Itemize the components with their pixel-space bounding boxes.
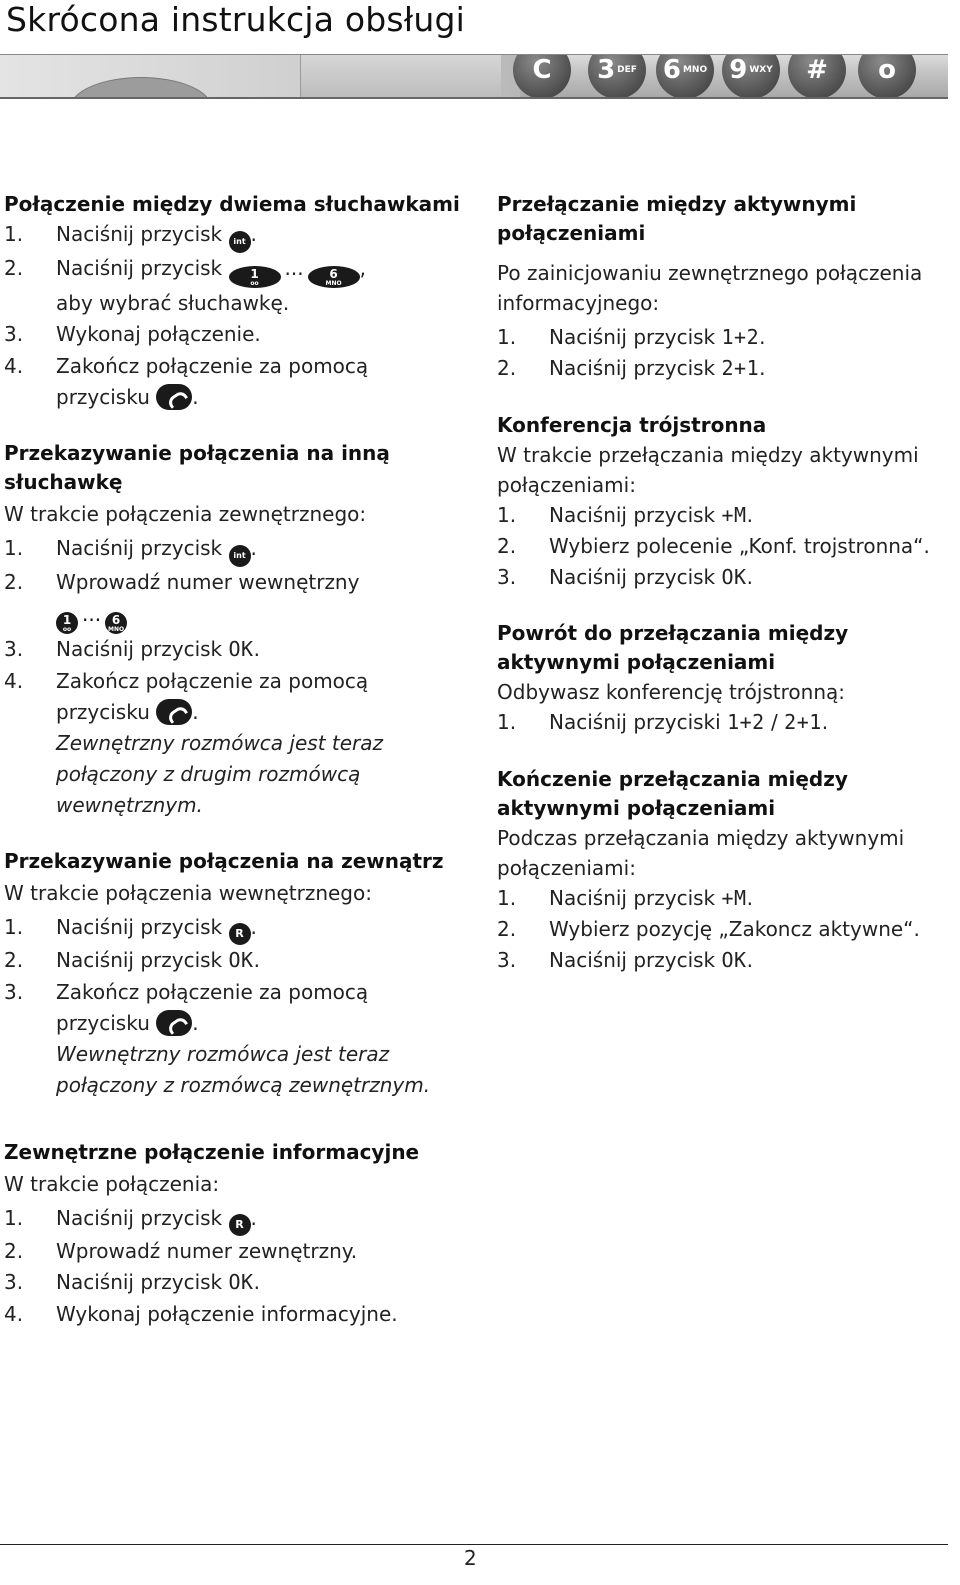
step <box>4 567 474 598</box>
step-text: Naciśnij przycisk <box>56 256 223 280</box>
end-call-icon <box>156 1010 192 1036</box>
step-text: Zakończ połączenie za pomocą <box>56 668 369 693</box>
step-note: Zewnętrzny rozmówca jest teraz połączony z drugim rozmówcą wewnętrznym. <box>56 731 384 818</box>
key-range <box>4 598 474 634</box>
step-text: Naciśnij przycisk <box>549 565 716 590</box>
step-text: Naciśnij przycisk <box>56 948 223 973</box>
section-toggle-calls <box>497 190 947 385</box>
step: 3. Naciśnij przycisk OK. <box>4 1267 474 1298</box>
step <box>4 1236 474 1267</box>
section-subtitle: W trakcie przełączania między aktywnymi połączeniami: <box>497 442 919 497</box>
keypad-key-6: 6 MNO <box>656 54 714 99</box>
step-number: 4. <box>4 353 24 378</box>
step: 1. Naciśnij przycisk R . <box>4 912 474 945</box>
step-text: Naciśnij przycisk <box>56 536 223 561</box>
footer-divider <box>0 1544 948 1545</box>
step-number: 4. <box>4 1301 24 1326</box>
toggle-1-2-softkey-icon: 1+2 <box>727 710 765 735</box>
step-number: 2. <box>4 570 24 595</box>
section-heading: Powrót do przełączania między aktywnymi połączeniami <box>497 621 849 675</box>
key-1-icon: 1 oo <box>56 612 78 634</box>
step: 1. Naciśnij przyciski 1+2 / 2+1. <box>497 707 947 738</box>
step-number: 1. <box>497 710 517 735</box>
step-text: Naciśnij przycisk <box>549 356 716 381</box>
section-heading: Konferencja trójstronna <box>497 412 767 437</box>
ok-softkey-icon: OK <box>228 948 254 973</box>
step-number: 1. <box>4 222 24 246</box>
r-key-icon: R <box>229 1214 251 1236</box>
step-number: 2. <box>497 533 517 558</box>
step-text: Naciśnij przycisk <box>549 948 716 973</box>
step <box>4 319 474 350</box>
step-text: przycisku <box>56 700 150 725</box>
keypad-key-hash: # <box>788 54 846 99</box>
section-heading: Połączenie między dwiema słuchawkami <box>4 192 460 216</box>
section-heading: Kończenie przełączania między aktywnymi połączeniami <box>497 766 848 820</box>
step-number: 1. <box>497 325 517 349</box>
step-text: Zakończ połączenie za pomocą <box>56 353 369 378</box>
step-number: 4. <box>4 668 24 693</box>
section-transfer-external <box>4 847 474 1101</box>
step-text: Naciśnij przycisk <box>56 222 223 246</box>
section-internal-call <box>4 190 474 413</box>
section-consultation-call <box>4 1138 474 1330</box>
int-key-icon: int <box>229 545 251 567</box>
step-text: przycisku <box>56 384 150 409</box>
step <box>497 914 947 945</box>
step-text: Wprowadź numer wewnętrzny <box>56 570 360 595</box>
keypad-key-3: 3 DEF <box>588 54 646 99</box>
page-title: Skrócona instrukcja obsługi <box>6 0 466 39</box>
ok-softkey-icon: OK <box>228 1270 254 1295</box>
step-number: 3. <box>4 322 24 347</box>
step-number: 2. <box>497 356 517 381</box>
menu-softkey-icon: +M <box>721 502 747 527</box>
step-number: 1. <box>4 536 24 561</box>
toggle-2-1-softkey-icon: 2+1 <box>721 356 760 381</box>
step: 2. Naciśnij przycisk 1 oo ... 6 MNO , aby wybrać słuchawkę. <box>4 253 474 319</box>
step <box>4 1299 474 1330</box>
ellipsis: ... <box>82 602 102 627</box>
ok-softkey-icon: OK <box>228 637 254 662</box>
section-subtitle: W trakcie połączenia wewnętrznego: <box>4 881 372 906</box>
section-heading: Przekazywanie połączenia na inną słuchawkę <box>4 441 390 495</box>
step-number: 2. <box>4 948 24 973</box>
step-number: 3. <box>4 1270 24 1295</box>
step-text: Naciśnij przycisk <box>56 637 223 662</box>
keypad-key-c: C <box>513 54 571 99</box>
handset-display <box>300 55 501 97</box>
step-text: Wybierz polecenie „Konf. trojstronna“. <box>549 533 930 558</box>
step-text: Naciśnij przycisk <box>56 1270 223 1295</box>
step: 3. Zakończ połączenie za pomocą przycisku . Wewnętrzny rozmówca jest teraz połączony z rozmówcą zewnętrznym. <box>4 977 474 1102</box>
step-text: Naciśnij przycisk <box>549 885 716 910</box>
keypad-key-o: o <box>858 54 916 99</box>
section-subtitle: Po zainicjowaniu zewnętrznego połączenia informacyjnego: <box>497 261 923 315</box>
section-subtitle: W trakcie połączenia zewnętrznego: <box>4 502 367 527</box>
section-heading: Przełączanie między aktywnymi połączeniami <box>497 192 857 245</box>
step-number: 3. <box>497 948 517 973</box>
end-call-icon <box>156 699 192 725</box>
step-number: 1. <box>497 502 517 527</box>
step <box>497 531 947 562</box>
section-back-to-toggle <box>497 619 947 738</box>
handset-keypad-photo <box>0 54 948 99</box>
step-text: Naciśnij przycisk <box>56 1206 223 1230</box>
int-key-icon: int <box>229 231 251 253</box>
step-number: 1. <box>4 915 24 940</box>
step-text: Naciśnij przycisk <box>56 915 223 940</box>
step: 2. Naciśnij przycisk OK. <box>4 945 474 976</box>
ok-softkey-icon: OK <box>721 948 747 973</box>
step-text: Naciśnij przyciski <box>549 710 721 735</box>
toggle-1-2-softkey-icon: 1+2 <box>721 325 760 349</box>
step: 2. Naciśnij przycisk 2+1. <box>497 353 947 384</box>
separator: / <box>771 710 778 735</box>
step: 1. Naciśnij przycisk +M. <box>497 883 947 914</box>
step: 1. Naciśnij przycisk int . <box>4 533 474 567</box>
step-text: Wykonaj połączenie informacyjne. <box>56 1301 398 1326</box>
right-column <box>497 190 947 1003</box>
page-number: 2 <box>464 1546 477 1570</box>
step: 4. Zakończ połączenie za pomocą przycisku . Zewnętrzny rozmówca jest teraz połączony z drugim rozmówcą wewnętrznym. <box>4 666 474 822</box>
step-text: Zakończ połączenie za pomocą <box>56 979 369 1004</box>
ellipsis: ... <box>284 256 304 280</box>
step: 3. Naciśnij przycisk OK. <box>4 634 474 665</box>
step-number: 2. <box>497 917 517 942</box>
step-text: aby wybrać słuchawkę. <box>56 291 290 315</box>
ok-softkey-icon: OK <box>721 565 747 590</box>
step: 1. Naciśnij przycisk +M. <box>497 500 947 531</box>
step-number: 2. <box>4 1239 24 1263</box>
section-heading: Przekazywanie połączenia na zewnątrz <box>4 849 444 874</box>
section-transfer-internal <box>4 439 474 821</box>
step-number: 3. <box>4 637 24 662</box>
r-key-icon: R <box>229 923 251 945</box>
step-number: 1. <box>497 885 517 910</box>
step: 3. Naciśnij przycisk OK. <box>497 945 947 976</box>
end-call-icon <box>156 384 192 410</box>
step-text: Naciśnij przycisk <box>549 502 716 527</box>
step-number: 1. <box>4 1206 24 1230</box>
step: 1. Naciśnij przycisk 1+2. <box>497 322 947 353</box>
toggle-2-1-softkey-icon: 2+1 <box>784 710 822 735</box>
step: 3. Naciśnij przycisk OK. <box>497 562 947 593</box>
keypad-key-9: 9 WXY <box>722 54 780 99</box>
step-text: Wprowadź numer zewnętrzny. <box>56 1239 358 1263</box>
step-text: Wybierz pozycję „Zakoncz aktywne“. <box>549 917 920 942</box>
key-6-icon: 6 MNO <box>308 266 360 288</box>
step: 1. Naciśnij przycisk R . <box>4 1203 474 1236</box>
step-note: Wewnętrzny rozmówca jest teraz połączony z rozmówcą zewnętrznym. <box>56 1042 431 1098</box>
step-text: Wykonaj połączenie. <box>56 322 261 347</box>
section-conference <box>497 411 947 594</box>
section-subtitle: W trakcie połączenia: <box>4 1172 220 1196</box>
step: 1. Naciśnij przycisk int . <box>4 219 474 253</box>
step: 4. Zakończ połączenie za pomocą przycisku . <box>4 351 474 414</box>
step-number: 3. <box>497 565 517 590</box>
section-subtitle: Podczas przełączania między aktywnymi połączeniami: <box>497 825 905 880</box>
step-number: 2. <box>4 256 24 280</box>
menu-softkey-icon: +M <box>721 885 747 910</box>
key-6-icon: 6 MNO <box>105 612 127 634</box>
section-subtitle: Odbywasz konferencję trójstronną: <box>497 680 846 705</box>
step-text: Naciśnij przycisk <box>549 325 716 349</box>
section-heading: Zewnętrzne połączenie informacyjne <box>4 1140 420 1164</box>
step-text: przycisku <box>56 1010 150 1035</box>
key-1-icon: 1 oo <box>229 266 281 288</box>
step-number: 3. <box>4 979 24 1004</box>
section-end-toggle <box>497 765 947 977</box>
left-column <box>4 190 474 1127</box>
